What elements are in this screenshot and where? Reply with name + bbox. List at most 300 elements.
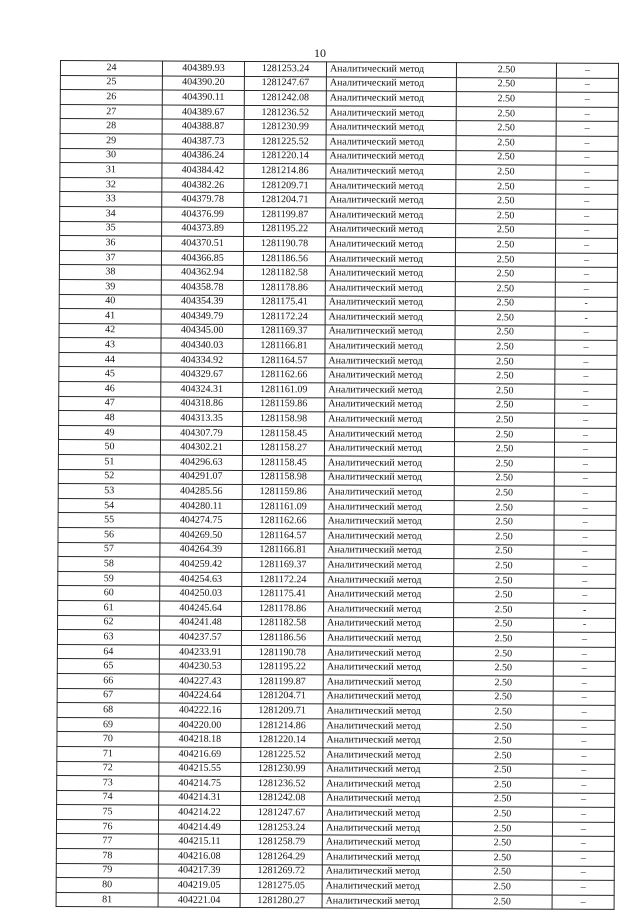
y-coordinate-cell: 1281220.14 bbox=[244, 149, 326, 164]
method-cell: Аналитический метод bbox=[324, 558, 454, 573]
accuracy-cell: 2.50 bbox=[456, 165, 556, 180]
accuracy-cell: 2.50 bbox=[456, 194, 556, 209]
y-coordinate-cell: 1281158.45 bbox=[242, 455, 324, 470]
note-cell: – bbox=[554, 574, 616, 589]
point-number-cell: 70 bbox=[57, 732, 159, 747]
accuracy-cell: 2.50 bbox=[456, 150, 556, 165]
method-cell: Аналитический метод bbox=[326, 76, 456, 91]
x-coordinate-cell: 404285.56 bbox=[160, 484, 242, 499]
x-coordinate-cell: 404222.16 bbox=[159, 703, 241, 718]
note-cell: – bbox=[555, 370, 617, 385]
y-coordinate-cell: 1281236.52 bbox=[244, 105, 326, 120]
method-cell: Аналитический метод bbox=[326, 237, 456, 252]
method-cell: Аналитический метод bbox=[324, 543, 454, 558]
y-coordinate-cell: 1281161.09 bbox=[243, 383, 325, 398]
accuracy-cell: 2.50 bbox=[455, 325, 555, 340]
y-coordinate-cell: 1281164.57 bbox=[243, 353, 325, 368]
point-number-cell: 24 bbox=[60, 61, 162, 76]
method-cell: Аналитический метод bbox=[323, 646, 453, 661]
note-cell: – bbox=[553, 705, 615, 720]
x-coordinate-cell: 404296.63 bbox=[160, 455, 242, 470]
note-cell: – bbox=[555, 326, 617, 341]
method-cell: Аналитический метод bbox=[325, 398, 455, 413]
method-cell: Аналитический метод bbox=[325, 339, 455, 354]
note-cell: – bbox=[554, 545, 616, 560]
note-cell: – bbox=[556, 121, 618, 136]
accuracy-cell: 2.50 bbox=[455, 281, 555, 296]
note-cell: – bbox=[554, 588, 616, 603]
method-cell: Аналитический метод bbox=[322, 879, 452, 894]
method-cell: Аналитический метод bbox=[325, 368, 455, 383]
y-coordinate-cell: 1281159.86 bbox=[243, 397, 325, 412]
accuracy-cell: 2.50 bbox=[456, 121, 556, 136]
accuracy-cell: 2.50 bbox=[453, 778, 553, 793]
note-cell: – bbox=[554, 443, 616, 458]
point-number-cell: 64 bbox=[57, 644, 159, 659]
accuracy-cell: 2.50 bbox=[454, 573, 554, 588]
note-cell: – bbox=[556, 194, 618, 209]
accuracy-cell: 2.50 bbox=[452, 894, 552, 909]
note-cell: – bbox=[553, 691, 615, 706]
y-coordinate-cell: 1281253.24 bbox=[240, 820, 322, 835]
y-coordinate-cell: 1281190.78 bbox=[241, 645, 323, 660]
x-coordinate-cell: 404245.64 bbox=[160, 601, 242, 616]
x-coordinate-cell: 404215.11 bbox=[158, 834, 240, 849]
accuracy-cell: 2.50 bbox=[454, 515, 554, 530]
accuracy-cell: 2.50 bbox=[456, 136, 556, 151]
accuracy-cell: 2.50 bbox=[454, 544, 554, 559]
note-cell: – bbox=[554, 457, 616, 472]
note-cell: – bbox=[553, 734, 615, 749]
x-coordinate-cell: 404389.67 bbox=[162, 105, 244, 120]
x-coordinate-cell: 404214.75 bbox=[159, 776, 241, 791]
x-coordinate-cell: 404227.43 bbox=[159, 674, 241, 689]
note-cell: – bbox=[555, 340, 617, 355]
note-cell: – bbox=[554, 530, 616, 545]
point-number-cell: 56 bbox=[58, 527, 160, 542]
y-coordinate-cell: 1281214.86 bbox=[241, 718, 323, 733]
y-coordinate-cell: 1281230.99 bbox=[244, 120, 326, 135]
x-coordinate-cell: 404358.78 bbox=[161, 280, 243, 295]
note-cell: – bbox=[555, 267, 617, 282]
y-coordinate-cell: 1281264.29 bbox=[240, 850, 322, 865]
x-coordinate-cell: 404220.00 bbox=[159, 718, 241, 733]
x-coordinate-cell: 404280.11 bbox=[160, 499, 242, 514]
note-cell: – bbox=[553, 720, 615, 735]
point-number-cell: 39 bbox=[59, 279, 161, 294]
accuracy-cell: 2.50 bbox=[454, 457, 554, 472]
method-cell: Аналитический метод bbox=[326, 106, 456, 121]
y-coordinate-cell: 1281159.86 bbox=[242, 485, 324, 500]
method-cell: Аналитический метод bbox=[325, 266, 455, 281]
note-cell: – bbox=[553, 676, 615, 691]
x-coordinate-cell: 404216.08 bbox=[158, 849, 240, 864]
note-cell: – bbox=[556, 165, 618, 180]
point-number-cell: 77 bbox=[56, 834, 158, 849]
method-cell: Аналитический метод bbox=[325, 252, 455, 267]
y-coordinate-cell: 1281162.66 bbox=[242, 514, 324, 529]
point-number-cell: 34 bbox=[60, 206, 162, 221]
accuracy-cell: 2.50 bbox=[455, 296, 555, 311]
point-number-cell: 37 bbox=[59, 250, 161, 265]
accuracy-cell: 2.50 bbox=[454, 442, 554, 457]
point-number-cell: 44 bbox=[59, 352, 161, 367]
method-cell: Аналитический метод bbox=[326, 179, 456, 194]
y-coordinate-cell: 1281195.22 bbox=[244, 222, 326, 237]
method-cell: Аналитический метод bbox=[324, 587, 454, 602]
note-cell: – bbox=[555, 413, 617, 428]
point-number-cell: 35 bbox=[60, 221, 162, 236]
x-coordinate-cell: 404291.07 bbox=[160, 470, 242, 485]
method-cell: Аналитический метод bbox=[325, 354, 455, 369]
method-cell: Аналитический метод bbox=[325, 412, 455, 427]
x-coordinate-cell: 404340.03 bbox=[161, 338, 243, 353]
y-coordinate-cell: 1281166.81 bbox=[243, 339, 325, 354]
x-coordinate-cell: 404307.79 bbox=[161, 426, 243, 441]
point-number-cell: 79 bbox=[56, 863, 158, 878]
method-cell: Аналитический метод bbox=[323, 806, 453, 821]
point-number-cell: 66 bbox=[57, 673, 159, 688]
x-coordinate-cell: 404384.42 bbox=[162, 163, 244, 178]
y-coordinate-cell: 1281178.86 bbox=[243, 280, 325, 295]
accuracy-cell: 2.50 bbox=[454, 617, 554, 632]
x-coordinate-cell: 404382.26 bbox=[162, 178, 244, 193]
method-cell: Аналитический метод bbox=[323, 792, 453, 807]
x-coordinate-cell: 404264.39 bbox=[160, 543, 242, 558]
point-number-cell: 43 bbox=[59, 338, 161, 353]
note-cell: – bbox=[556, 180, 618, 195]
point-number-cell: 62 bbox=[58, 615, 160, 630]
note-cell: - bbox=[555, 297, 617, 312]
y-coordinate-cell: 1281190.78 bbox=[244, 237, 326, 252]
point-number-cell: 78 bbox=[56, 849, 158, 864]
x-coordinate-cell: 404366.85 bbox=[161, 251, 243, 266]
point-number-cell: 58 bbox=[58, 557, 160, 572]
accuracy-cell: 2.50 bbox=[452, 865, 552, 880]
note-cell: – bbox=[552, 895, 614, 910]
point-number-cell: 30 bbox=[60, 148, 162, 163]
x-coordinate-cell: 404218.18 bbox=[159, 732, 241, 747]
point-number-cell: 38 bbox=[59, 265, 161, 280]
method-cell: Аналитический метод bbox=[324, 573, 454, 588]
method-cell: Аналитический метод bbox=[323, 689, 453, 704]
accuracy-cell: 2.50 bbox=[453, 734, 553, 749]
x-coordinate-cell: 404214.22 bbox=[159, 805, 241, 820]
accuracy-cell: 2.50 bbox=[456, 179, 556, 194]
accuracy-cell: 2.50 bbox=[453, 748, 553, 763]
note-cell: – bbox=[553, 793, 615, 808]
x-coordinate-cell: 404362.94 bbox=[161, 265, 243, 280]
point-number-cell: 32 bbox=[60, 177, 162, 192]
x-coordinate-cell: 404221.04 bbox=[158, 893, 240, 908]
x-coordinate-cell: 404214.49 bbox=[158, 820, 240, 835]
point-number-cell: 61 bbox=[58, 600, 160, 615]
accuracy-cell: 2.50 bbox=[452, 880, 552, 895]
method-cell: Аналитический метод bbox=[323, 733, 453, 748]
x-coordinate-cell: 404313.35 bbox=[161, 411, 243, 426]
accuracy-cell: 2.50 bbox=[452, 851, 552, 866]
accuracy-cell: 2.50 bbox=[455, 252, 555, 267]
method-cell: Аналитический метод bbox=[322, 835, 452, 850]
accuracy-cell: 2.50 bbox=[455, 354, 555, 369]
method-cell: Аналитический метод bbox=[324, 514, 454, 529]
point-number-cell: 46 bbox=[59, 382, 161, 397]
y-coordinate-cell: 1281158.98 bbox=[242, 470, 324, 485]
accuracy-cell: 2.50 bbox=[455, 427, 555, 442]
point-number-cell: 25 bbox=[60, 75, 162, 90]
note-cell: – bbox=[556, 78, 618, 93]
y-coordinate-cell: 1281172.24 bbox=[242, 572, 324, 587]
y-coordinate-cell: 1281204.71 bbox=[241, 689, 323, 704]
method-cell: Аналитический метод bbox=[326, 120, 456, 135]
y-coordinate-cell: 1281158.27 bbox=[242, 441, 324, 456]
method-cell: Аналитический метод bbox=[323, 631, 453, 646]
note-cell: – bbox=[554, 515, 616, 530]
accuracy-cell: 2.50 bbox=[453, 719, 553, 734]
y-coordinate-cell: 1281175.41 bbox=[242, 587, 324, 602]
y-coordinate-cell: 1281209.71 bbox=[244, 178, 326, 193]
x-coordinate-cell: 404250.03 bbox=[160, 586, 242, 601]
point-number-cell: 54 bbox=[58, 498, 160, 513]
note-cell: - bbox=[555, 311, 617, 326]
accuracy-cell: 2.50 bbox=[453, 646, 553, 661]
point-number-cell: 67 bbox=[57, 688, 159, 703]
x-coordinate-cell: 404370.51 bbox=[162, 236, 244, 251]
point-number-cell: 63 bbox=[57, 630, 159, 645]
point-number-cell: 81 bbox=[56, 892, 158, 907]
point-number-cell: 31 bbox=[60, 163, 162, 178]
note-cell: – bbox=[554, 472, 616, 487]
method-cell: Аналитический метод bbox=[326, 91, 456, 106]
y-coordinate-cell: 1281236.52 bbox=[241, 777, 323, 792]
x-coordinate-cell: 404254.63 bbox=[160, 572, 242, 587]
note-cell: – bbox=[552, 880, 614, 895]
point-number-cell: 57 bbox=[58, 542, 160, 557]
note-cell: – bbox=[554, 559, 616, 574]
note-cell: – bbox=[556, 151, 618, 166]
y-coordinate-cell: 1281242.08 bbox=[241, 791, 323, 806]
note-cell: – bbox=[555, 355, 617, 370]
x-coordinate-cell: 404237.57 bbox=[159, 630, 241, 645]
accuracy-cell: 2.50 bbox=[456, 223, 556, 238]
accuracy-cell: 2.50 bbox=[453, 763, 553, 778]
y-coordinate-cell: 1281220.14 bbox=[241, 733, 323, 748]
note-cell: – bbox=[553, 661, 615, 676]
method-cell: Аналитический метод bbox=[326, 222, 456, 237]
accuracy-cell: 2.50 bbox=[456, 106, 556, 121]
method-cell: Аналитический метод bbox=[325, 295, 455, 310]
x-coordinate-cell: 404379.78 bbox=[162, 192, 244, 207]
accuracy-cell: 2.50 bbox=[454, 603, 554, 618]
method-cell: Аналитический метод bbox=[323, 777, 453, 792]
note-cell: – bbox=[554, 501, 616, 516]
x-coordinate-cell: 404349.79 bbox=[161, 309, 243, 324]
point-number-cell: 73 bbox=[57, 776, 159, 791]
note-cell: – bbox=[553, 632, 615, 647]
point-number-cell: 76 bbox=[56, 819, 158, 834]
accuracy-cell: 2.50 bbox=[453, 705, 553, 720]
x-coordinate-cell: 404214.31 bbox=[159, 791, 241, 806]
point-number-cell: 65 bbox=[57, 659, 159, 674]
accuracy-cell: 2.50 bbox=[455, 267, 555, 282]
method-cell: Аналитический метод bbox=[326, 135, 456, 150]
note-cell: – bbox=[552, 837, 614, 852]
x-coordinate-cell: 404217.39 bbox=[158, 864, 240, 879]
method-cell: Аналитический метод bbox=[324, 500, 454, 515]
y-coordinate-cell: 1281162.66 bbox=[243, 368, 325, 383]
note-cell: – bbox=[556, 107, 618, 122]
method-cell: Аналитический метод bbox=[324, 456, 454, 471]
accuracy-cell: 2.50 bbox=[455, 384, 555, 399]
point-number-cell: 26 bbox=[60, 90, 162, 105]
y-coordinate-cell: 1281186.56 bbox=[243, 251, 325, 266]
x-coordinate-cell: 404241.48 bbox=[160, 616, 242, 631]
note-cell: – bbox=[555, 428, 617, 443]
method-cell: Аналитический метод bbox=[324, 441, 454, 456]
note-cell: - bbox=[554, 603, 616, 618]
point-number-cell: 52 bbox=[58, 469, 160, 484]
method-cell: Аналитический метод bbox=[325, 383, 455, 398]
note-cell: – bbox=[555, 384, 617, 399]
point-number-cell: 36 bbox=[60, 236, 162, 251]
x-coordinate-cell: 404389.93 bbox=[162, 61, 244, 76]
x-coordinate-cell: 404269.50 bbox=[160, 528, 242, 543]
note-cell: – bbox=[556, 92, 618, 107]
accuracy-cell: 2.50 bbox=[453, 690, 553, 705]
y-coordinate-cell: 1281253.24 bbox=[244, 61, 326, 76]
note-cell: - bbox=[554, 618, 616, 633]
x-coordinate-cell: 404215.55 bbox=[159, 762, 241, 777]
y-coordinate-cell: 1281182.58 bbox=[242, 616, 324, 631]
note-cell: – bbox=[555, 282, 617, 297]
x-coordinate-cell: 404259.42 bbox=[160, 557, 242, 572]
accuracy-cell: 2.50 bbox=[453, 792, 553, 807]
x-coordinate-cell: 404390.20 bbox=[162, 76, 244, 91]
method-cell: Аналитический метод bbox=[326, 208, 456, 223]
note-cell: – bbox=[553, 647, 615, 662]
note-cell: – bbox=[552, 851, 614, 866]
y-coordinate-cell: 1281275.05 bbox=[240, 879, 322, 894]
accuracy-cell: 2.50 bbox=[454, 530, 554, 545]
x-coordinate-cell: 404390.11 bbox=[162, 90, 244, 105]
accuracy-cell: 2.50 bbox=[455, 369, 555, 384]
y-coordinate-cell: 1281169.37 bbox=[243, 324, 325, 339]
y-coordinate-cell: 1281247.67 bbox=[244, 76, 326, 91]
method-cell: Аналитический метод bbox=[322, 865, 452, 880]
y-coordinate-cell: 1281269.72 bbox=[240, 864, 322, 879]
method-cell: Аналитический метод bbox=[325, 310, 455, 325]
method-cell: Аналитический метод bbox=[325, 427, 455, 442]
y-coordinate-cell: 1281169.37 bbox=[242, 558, 324, 573]
note-cell: – bbox=[556, 63, 618, 78]
point-number-cell: 59 bbox=[58, 571, 160, 586]
x-coordinate-cell: 404354.39 bbox=[161, 295, 243, 310]
accuracy-cell: 2.50 bbox=[455, 340, 555, 355]
note-cell: – bbox=[553, 764, 615, 779]
y-coordinate-cell: 1281209.71 bbox=[241, 704, 323, 719]
x-coordinate-cell: 404329.67 bbox=[161, 368, 243, 383]
method-cell: Аналитический метод bbox=[324, 616, 454, 631]
x-coordinate-cell: 404233.91 bbox=[159, 645, 241, 660]
y-coordinate-cell: 1281195.22 bbox=[241, 660, 323, 675]
accuracy-cell: 2.50 bbox=[453, 807, 553, 822]
accuracy-cell: 2.50 bbox=[454, 486, 554, 501]
method-cell: Аналитический метод bbox=[323, 704, 453, 719]
point-number-cell: 71 bbox=[57, 746, 159, 761]
note-cell: – bbox=[552, 822, 614, 837]
point-number-cell: 75 bbox=[57, 805, 159, 820]
y-coordinate-cell: 1281247.67 bbox=[241, 806, 323, 821]
point-number-cell: 50 bbox=[58, 440, 160, 455]
y-coordinate-cell: 1281199.87 bbox=[241, 674, 323, 689]
accuracy-cell: 2.50 bbox=[456, 209, 556, 224]
y-coordinate-cell: 1281161.09 bbox=[242, 499, 324, 514]
y-coordinate-cell: 1281182.58 bbox=[243, 266, 325, 281]
y-coordinate-cell: 1281225.52 bbox=[244, 134, 326, 149]
y-coordinate-cell: 1281280.27 bbox=[240, 893, 322, 908]
method-cell: Аналитический метод bbox=[324, 485, 454, 500]
method-cell: Аналитический метод bbox=[325, 325, 455, 340]
point-number-cell: 60 bbox=[58, 586, 160, 601]
y-coordinate-cell: 1281242.08 bbox=[244, 91, 326, 106]
x-coordinate-cell: 404387.73 bbox=[162, 134, 244, 149]
y-coordinate-cell: 1281158.98 bbox=[243, 412, 325, 427]
point-number-cell: 68 bbox=[57, 703, 159, 718]
y-coordinate-cell: 1281199.87 bbox=[244, 207, 326, 222]
note-cell: – bbox=[555, 238, 617, 253]
note-cell: – bbox=[553, 749, 615, 764]
method-cell: Аналитический метод bbox=[323, 675, 453, 690]
accuracy-cell: 2.50 bbox=[453, 676, 553, 691]
accuracy-cell: 2.50 bbox=[456, 63, 556, 78]
x-coordinate-cell: 404334.92 bbox=[161, 353, 243, 368]
method-cell: Аналитический метод bbox=[323, 748, 453, 763]
y-coordinate-cell: 1281225.52 bbox=[241, 747, 323, 762]
note-cell: – bbox=[556, 136, 618, 151]
point-number-cell: 29 bbox=[60, 133, 162, 148]
point-number-cell: 42 bbox=[59, 323, 161, 338]
y-coordinate-cell: 1281164.57 bbox=[242, 528, 324, 543]
accuracy-cell: 2.50 bbox=[453, 661, 553, 676]
point-number-cell: 40 bbox=[59, 294, 161, 309]
accuracy-cell: 2.50 bbox=[455, 413, 555, 428]
page-number: 10 bbox=[314, 46, 326, 60]
method-cell: Аналитический метод bbox=[325, 281, 455, 296]
method-cell: Аналитический метод bbox=[326, 149, 456, 164]
note-cell: – bbox=[553, 778, 615, 793]
point-number-cell: 72 bbox=[57, 761, 159, 776]
y-coordinate-cell: 1281172.24 bbox=[243, 310, 325, 325]
point-number-cell: 27 bbox=[60, 104, 162, 119]
y-coordinate-cell: 1281230.99 bbox=[241, 762, 323, 777]
point-number-cell: 41 bbox=[59, 309, 161, 324]
note-cell: – bbox=[554, 486, 616, 501]
point-number-cell: 33 bbox=[60, 192, 162, 207]
x-coordinate-cell: 404274.75 bbox=[160, 513, 242, 528]
y-coordinate-cell: 1281214.86 bbox=[244, 164, 326, 179]
x-coordinate-cell: 404230.53 bbox=[159, 659, 241, 674]
method-cell: Аналитический метод bbox=[322, 850, 452, 865]
method-cell: Аналитический метод bbox=[324, 602, 454, 617]
y-coordinate-cell: 1281178.86 bbox=[242, 601, 324, 616]
y-coordinate-cell: 1281258.79 bbox=[240, 835, 322, 850]
accuracy-cell: 2.50 bbox=[456, 92, 556, 107]
accuracy-cell: 2.50 bbox=[455, 311, 555, 326]
y-coordinate-cell: 1281158.45 bbox=[243, 426, 325, 441]
point-number-cell: 28 bbox=[60, 119, 162, 134]
method-cell: Аналитический метод bbox=[323, 719, 453, 734]
note-cell: – bbox=[552, 866, 614, 881]
